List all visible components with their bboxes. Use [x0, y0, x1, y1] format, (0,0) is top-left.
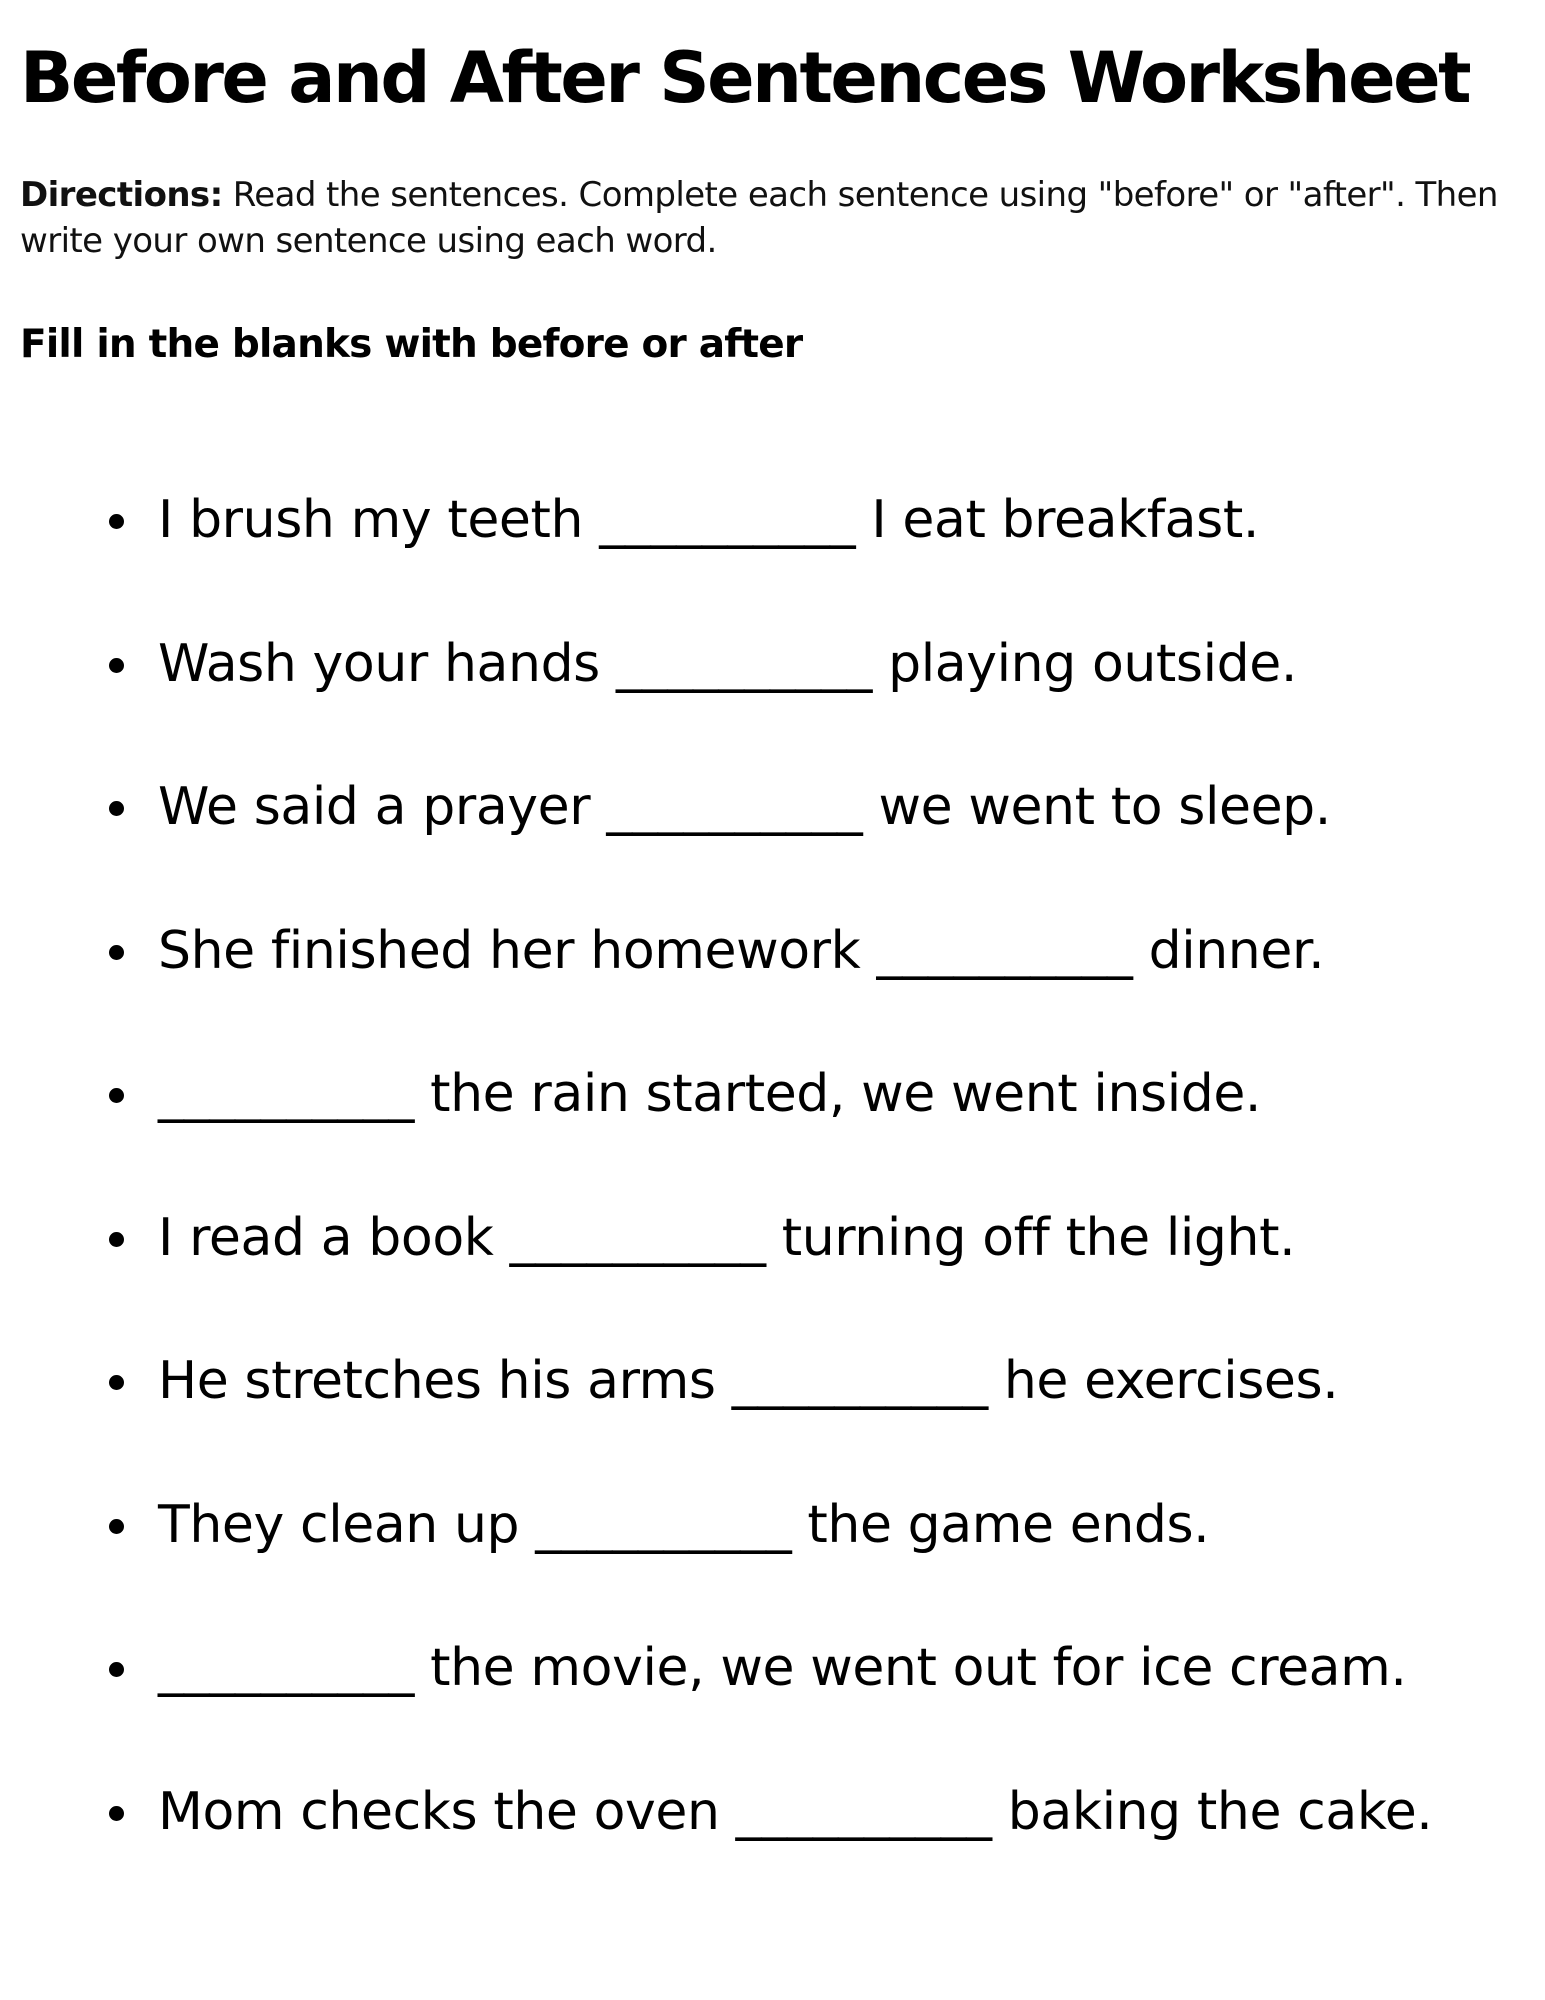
bullet-dot-icon: [109, 514, 124, 529]
directions-text: Read the sentences. Complete each sentence using "before" or "after". Then write your own sentence using each word.: [20, 175, 1498, 261]
sentence-list: [0, 470, 1545, 1905]
sentence-item: [0, 757, 1545, 901]
bullet-dot-icon: [109, 1375, 124, 1390]
sentence-item: [0, 1331, 1545, 1475]
bullet-dot-icon: [109, 801, 124, 816]
sentence-item: [0, 1762, 1545, 1906]
sentence-item: [0, 1188, 1545, 1332]
sentence-text: __________ the movie, we went out for ice cream.: [158, 1638, 1407, 1698]
sentence-item: [0, 470, 1545, 614]
sentence-text: I read a book __________ turning off the light.: [158, 1207, 1296, 1268]
sentence-text: __________ the rain started, we went inside.: [158, 1064, 1262, 1124]
sentence-text: She finished her homework __________ dinner.: [158, 920, 1325, 981]
sentence-text: They clean up __________ the game ends.: [158, 1494, 1210, 1555]
sentence-item: [0, 1618, 1545, 1762]
sentence-text: Mom checks the oven __________ baking the cake.: [158, 1781, 1433, 1842]
sentence-text: Wash your hands __________ playing outside.: [158, 633, 1297, 694]
bullet-dot-icon: [109, 1662, 124, 1677]
bullet-dot-icon: [109, 1088, 124, 1103]
bullet-dot-icon: [109, 1232, 124, 1247]
sentence-item: [0, 1475, 1545, 1619]
bullet-dot-icon: [109, 1519, 124, 1534]
bullet-dot-icon: [109, 1806, 124, 1821]
sentence-item: [0, 614, 1545, 758]
bullet-dot-icon: [109, 945, 124, 960]
section-heading: Fill in the blanks with before or after: [20, 322, 803, 367]
worksheet-title: Before and After Sentences Worksheet: [20, 37, 1470, 119]
sentence-item: [0, 901, 1545, 1045]
sentence-text: We said a prayer __________ we went to sleep.: [158, 777, 1331, 837]
sentence-item: [0, 1044, 1545, 1188]
sentence-text: He stretches his arms __________ he exercises.: [158, 1351, 1339, 1411]
directions-paragraph: [20, 172, 1520, 264]
sentence-text: I brush my teeth __________ I eat breakfast.: [158, 490, 1259, 550]
directions-label: Directions:: [20, 175, 223, 215]
bullet-dot-icon: [109, 658, 124, 673]
